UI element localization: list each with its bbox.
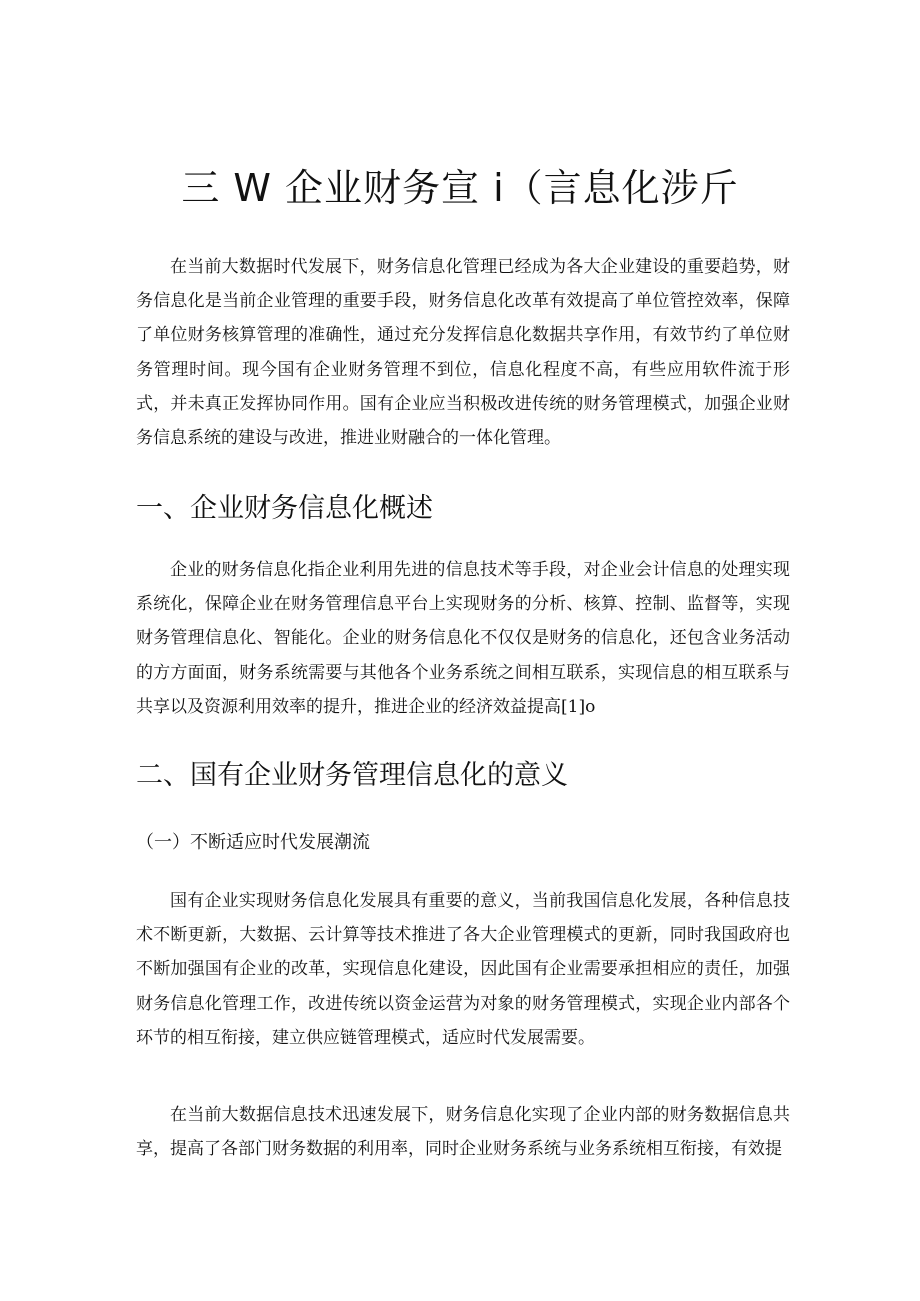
document-title: 三 W 企业财务宣 i（言息化涉斤 xyxy=(181,166,739,210)
significance-paragraph-2: 在当前大数据信息技术迅速发展下，财务信息化实现了企业内部的财务数据信息共享，提高了各部门财务数据的利用率，同时企业财务系统与业务系统相互衔接，有效提 xyxy=(136,1105,790,1160)
overview-paragraph: 企业的财务信息化指企业利用先进的信息技术等手段，对企业会计信息的处理实现系统化，保障企业在财务管理信息平台上实现财务的分析、核算、控制、监督等，实现财务管理信息化、智能化。企业的财务信息化不仅仅是财务的信息化，还包含业务活动的方方面面，财务系统需要与其他各个业务系统之间相互联系，实现信息的相互联系与共享以及资源利用效率的提升，推进企业的经济效益提高[1]o xyxy=(136,560,790,717)
intro-paragraph: 在当前大数据时代发展下，财务信息化管理已经成为各大企业建设的重要趋势，财务信息化是当前企业管理的重要手段，财务信息化改革有效提高了单位管控效率，保障了单位财务核算管理的准确性，通过充分发挥信息化数据共享作用，有效节约了单位财务管理时间。现今国有企业财务管理不到位，信息化程度不高，有些应用软件流于形式，并未真正发挥协同作用。国有企业应当积极改进传统的财务管理模式，加强企业财务信息系统的建设与改进，推进业财融合的一体化管理。 xyxy=(136,257,790,449)
subsection-heading-adapt: （一）不断适应时代发展潮流 xyxy=(136,832,370,853)
significance-paragraph-1: 国有企业实现财务信息化发展具有重要的意义，当前我国信息化发展，各种信息技术不断更新，大数据、云计算等技术推进了各大企业管理模式的更新，同时我国政府也不断加强国有企业的改革，实现信息化建设，因此国有企业需要承担相应的责任，加强财务信息化管理工作，改进传统以资金运营为对象的财务管理模式，实现企业内部各个环节的相互衔接，建立供应链管理模式，适应时代发展需要。 xyxy=(136,891,790,1048)
section-heading-significance: 二、国有企业财务管理信息化的意义 xyxy=(136,760,568,791)
section-heading-overview: 一、企业财务信息化概述 xyxy=(136,493,433,524)
